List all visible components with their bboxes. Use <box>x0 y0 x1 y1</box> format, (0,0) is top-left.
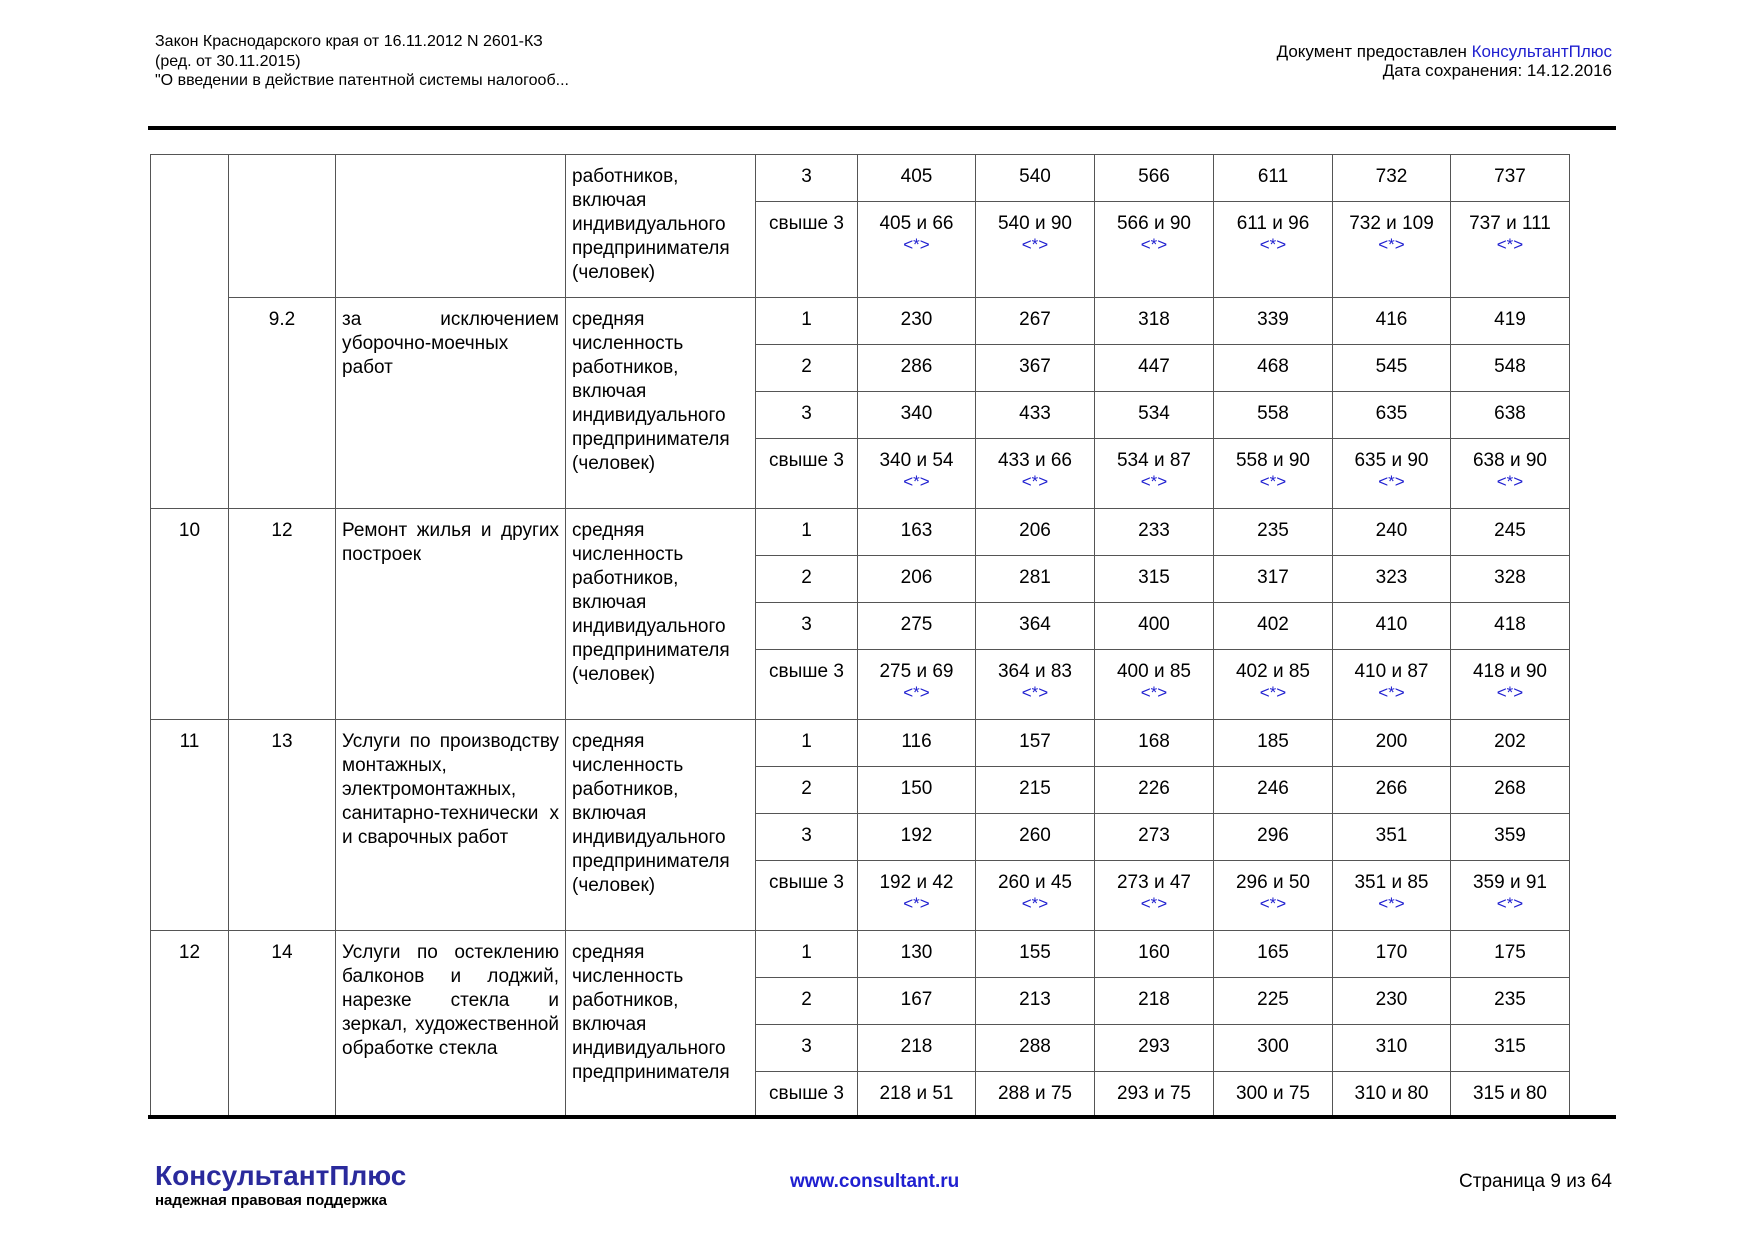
tax-value-cell <box>1095 1025 1214 1072</box>
footnote-link[interactable]: <*> <box>1259 894 1287 913</box>
row-number-cell <box>151 155 229 509</box>
tax-value-cell <box>976 392 1095 439</box>
workers-count-cell: свыше 3 <box>756 861 858 931</box>
tax-value: 273 <box>1138 825 1170 846</box>
site-link[interactable]: www.consultant.ru <box>790 1171 960 1192</box>
tax-value: 351 и 85 <box>1354 872 1429 893</box>
tax-value-cell <box>1214 392 1333 439</box>
workers-count-cell: свыше 3 <box>756 439 858 509</box>
tax-value-cell <box>1095 720 1214 767</box>
tax-value-cell <box>976 298 1095 345</box>
activity-code-cell: 9.2 <box>229 298 336 509</box>
workers-count-cell: 3 <box>756 392 858 439</box>
footnote-link[interactable]: <*> <box>903 472 930 491</box>
tax-value: 340 и 54 <box>879 450 954 471</box>
footnote-link[interactable]: <*> <box>1378 894 1405 913</box>
tax-value-cell <box>976 556 1095 603</box>
tax-value-cell <box>1095 861 1214 931</box>
tax-value: 273 и 47 <box>1116 872 1191 893</box>
tax-value-cell <box>1214 861 1333 931</box>
tax-value-cell <box>1214 155 1333 202</box>
tax-value: 732 и 109 <box>1349 213 1434 234</box>
tax-value-cell <box>976 814 1095 861</box>
tax-value: 447 <box>1138 356 1170 377</box>
tax-value: 157 <box>1019 731 1051 752</box>
tax-value-cell <box>1451 1025 1570 1072</box>
tax-value: 150 <box>900 778 933 799</box>
workers-count-cell: 1 <box>756 298 858 345</box>
tax-value: 226 <box>1138 778 1170 799</box>
tax-value-cell <box>1214 1025 1333 1072</box>
tax-value: 206 <box>1019 520 1051 541</box>
tax-value: 558 <box>1257 403 1289 424</box>
table-row <box>151 298 1570 345</box>
tax-value: 300 <box>1257 1036 1289 1057</box>
tax-value: 218 <box>900 1036 933 1057</box>
tax-value-cell <box>1214 439 1333 509</box>
workers-count-cell: 2 <box>756 978 858 1025</box>
footnote-link[interactable]: <*> <box>1496 894 1524 913</box>
tax-value-cell <box>1214 1072 1333 1119</box>
tax-value: 260 <box>1019 825 1051 846</box>
tax-value-cell <box>1214 509 1333 556</box>
workers-count-cell: свыше 3 <box>756 202 858 298</box>
header-divider <box>148 126 1616 130</box>
tax-value-cell <box>858 720 976 767</box>
save-date: Дата сохранения: 14.12.2016 <box>1382 61 1612 80</box>
tax-value: 175 <box>1494 942 1526 963</box>
tax-value-cell <box>1095 202 1214 298</box>
indicator-cell: работников, включая индивидуального предпринимателя (человек) <box>566 155 756 298</box>
tax-value-cell <box>1095 978 1214 1025</box>
workers-count-cell: свыше 3 <box>756 1072 858 1119</box>
workers-count-cell: свыше 3 <box>756 650 858 720</box>
tax-value-cell <box>976 509 1095 556</box>
tax-value-cell <box>1451 439 1570 509</box>
tax-value-cell <box>1333 814 1451 861</box>
tax-value-cell <box>1451 814 1570 861</box>
tax-value-cell <box>1333 392 1451 439</box>
tax-value: 367 <box>1019 356 1051 377</box>
tax-value: 267 <box>1019 309 1051 330</box>
tax-value-cell <box>858 650 976 720</box>
patent-tax-table <box>150 154 1570 1119</box>
tax-value: 558 и 90 <box>1235 450 1310 471</box>
tax-value-cell <box>1451 202 1570 298</box>
tax-value: 339 <box>1257 309 1289 330</box>
footnote-link[interactable]: <*> <box>1140 894 1168 913</box>
tax-value: 359 и 91 <box>1472 872 1547 893</box>
tax-value-cell <box>1095 650 1214 720</box>
tax-value-cell <box>976 720 1095 767</box>
tax-value: 359 <box>1494 825 1526 846</box>
footnote-link[interactable]: <*> <box>903 235 930 254</box>
tax-value-cell <box>976 439 1095 509</box>
tax-value-cell <box>976 345 1095 392</box>
tax-value-cell <box>1451 767 1570 814</box>
tax-value: 340 <box>900 403 933 424</box>
tax-value-cell <box>1095 345 1214 392</box>
tax-value: 310 <box>1375 1036 1408 1057</box>
tax-value-cell <box>976 767 1095 814</box>
footnote-link[interactable]: <*> <box>1140 683 1168 702</box>
tax-value: 293 <box>1138 1036 1170 1057</box>
activity-name-cell <box>336 155 566 298</box>
tax-value: 165 <box>1257 942 1289 963</box>
tax-value: 185 <box>1257 731 1289 752</box>
tax-value-cell <box>858 978 976 1025</box>
tax-value-cell <box>1451 861 1570 931</box>
footnote-link[interactable]: <*> <box>1496 235 1524 254</box>
tax-value: 635 и 90 <box>1354 450 1429 471</box>
logo-tagline: надежная правовая поддержка <box>155 1192 387 1209</box>
footnote-link[interactable]: <*> <box>1021 472 1049 491</box>
table-row <box>151 720 1570 767</box>
tax-value-cell <box>976 202 1095 298</box>
tax-value: 638 и 90 <box>1472 450 1547 471</box>
tax-value: 260 и 45 <box>997 872 1072 893</box>
tax-value: 405 и 66 <box>879 213 954 234</box>
indicator-cell: средняя численность работников, включая индивидуального предпринимателя (человек) <box>566 720 756 931</box>
footnote-link[interactable]: <*> <box>1021 235 1049 254</box>
footnote-link[interactable]: <*> <box>1496 683 1524 702</box>
doc-title-line: (ред. от 30.11.2015) <box>155 52 301 70</box>
tax-value-cell <box>858 556 976 603</box>
tax-value-cell <box>858 814 976 861</box>
tax-value-cell <box>1095 767 1214 814</box>
footnote-link[interactable]: <*> <box>1140 472 1168 491</box>
tax-value: 288 и 75 <box>997 1083 1072 1104</box>
tax-value-cell <box>1451 345 1570 392</box>
tax-value: 192 <box>900 825 933 846</box>
workers-count-cell: 3 <box>756 603 858 650</box>
tax-value: 192 и 42 <box>879 872 954 893</box>
workers-count-cell: 1 <box>756 720 858 767</box>
row-number-cell: 12 <box>151 931 229 1119</box>
footnote-link[interactable]: <*> <box>1259 472 1287 491</box>
footnote-link[interactable]: <*> <box>1259 683 1287 702</box>
table-row <box>151 509 1570 556</box>
tax-value-cell <box>1095 603 1214 650</box>
tax-value-cell <box>1333 439 1451 509</box>
tax-value: 611 <box>1257 166 1289 187</box>
tax-value: 468 <box>1257 356 1289 377</box>
tax-value: 233 <box>1138 520 1170 541</box>
tax-value: 281 <box>1019 567 1051 588</box>
footnote-link[interactable]: <*> <box>903 683 930 702</box>
tax-value-cell <box>1333 720 1451 767</box>
tax-value-cell <box>1095 155 1214 202</box>
activity-name-cell: Ремонт жилья и других построек <box>336 509 566 720</box>
tax-value: 170 <box>1375 942 1408 963</box>
tax-value: 235 <box>1494 989 1526 1010</box>
tax-value: 266 <box>1375 778 1408 799</box>
tax-value: 548 <box>1494 356 1526 377</box>
tax-value-cell <box>976 155 1095 202</box>
tax-value: 218 и 51 <box>879 1083 954 1104</box>
tax-value: 318 <box>1138 309 1170 330</box>
tax-value-cell <box>1333 1025 1451 1072</box>
tax-value-cell <box>1451 155 1570 202</box>
logo-name: КонсультантПлюс <box>155 1160 407 1191</box>
tax-value-cell <box>1333 509 1451 556</box>
tax-value-cell <box>1214 556 1333 603</box>
tax-value-cell <box>1451 298 1570 345</box>
tax-value-cell <box>976 861 1095 931</box>
tax-value: 540 и 90 <box>997 213 1072 234</box>
indicator-cell: средняя численность работников, включая индивидуального предпринимателя (человек) <box>566 509 756 720</box>
tax-value: 410 и 87 <box>1354 661 1429 682</box>
tax-value: 215 <box>1019 778 1051 799</box>
tax-value: 225 <box>1257 989 1289 1010</box>
tax-value-cell <box>1214 931 1333 978</box>
tax-value-cell <box>858 931 976 978</box>
tax-value: 240 <box>1375 520 1408 541</box>
footnote-link[interactable]: <*> <box>1496 472 1524 491</box>
tax-value: 566 <box>1138 166 1170 187</box>
tax-value: 635 <box>1375 403 1408 424</box>
tax-value-cell <box>976 603 1095 650</box>
tax-value: 418 и 90 <box>1472 661 1547 682</box>
tax-value: 116 <box>901 731 932 752</box>
page-number: Страница 9 из 64 <box>1459 1171 1612 1192</box>
tax-value-cell <box>1451 1072 1570 1119</box>
tax-value-cell <box>858 392 976 439</box>
tax-value: 566 и 90 <box>1116 213 1191 234</box>
tax-value: 416 <box>1375 309 1408 330</box>
tax-value-cell <box>858 1072 976 1119</box>
tax-value: 400 и 85 <box>1116 661 1191 682</box>
tax-value-cell <box>1333 767 1451 814</box>
provided-label: Документ предоставлен <box>1276 42 1472 61</box>
activity-code-cell <box>229 155 336 298</box>
tax-value-cell <box>1095 931 1214 978</box>
footnote-link[interactable]: <*> <box>1021 894 1049 913</box>
tax-value-cell <box>1333 931 1451 978</box>
row-number-cell: 10 <box>151 509 229 720</box>
tax-value-cell <box>1451 650 1570 720</box>
tax-value-cell <box>1214 603 1333 650</box>
tax-value: 213 <box>1019 989 1051 1010</box>
activity-name-cell: Услуги по остеклению балконов и лоджий, нарезке стекла и зеркал, художественной обработке стекла <box>336 931 566 1119</box>
tax-value: 418 <box>1494 614 1526 635</box>
tax-value-cell <box>1095 814 1214 861</box>
tax-value-cell <box>1095 439 1214 509</box>
activity-name-cell: Услуги по производству монтажных, электромонтажных, санитарно-технически х и сварочных работ <box>336 720 566 931</box>
tax-value: 293 и 75 <box>1116 1083 1191 1104</box>
tax-value-cell <box>1333 861 1451 931</box>
tax-value-cell <box>976 650 1095 720</box>
tax-value: 405 <box>900 166 933 187</box>
tax-value-cell <box>1333 978 1451 1025</box>
tax-value-cell <box>858 861 976 931</box>
tax-value-cell <box>976 931 1095 978</box>
tax-value-cell <box>1214 767 1333 814</box>
tax-value: 310 и 80 <box>1354 1083 1429 1104</box>
tax-value-cell <box>1451 978 1570 1025</box>
tax-value-cell <box>1451 556 1570 603</box>
tax-value: 364 <box>1019 614 1051 635</box>
tax-value: 534 <box>1138 403 1170 424</box>
tax-value-cell <box>1333 556 1451 603</box>
tax-value: 300 и 75 <box>1235 1083 1310 1104</box>
tax-value: 611 и 96 <box>1236 213 1310 234</box>
tax-value: 402 и 85 <box>1235 661 1310 682</box>
indicator-cell: средняя численность работников, включая индивидуального предпринимателя (человек) <box>566 298 756 509</box>
consultant-logo <box>155 1160 406 1210</box>
tax-value: 317 <box>1257 567 1289 588</box>
tax-value: 167 <box>900 989 933 1010</box>
tax-value-cell <box>976 1025 1095 1072</box>
tax-value-cell <box>1214 345 1333 392</box>
tax-value-cell <box>858 202 976 298</box>
tax-value-cell <box>976 1072 1095 1119</box>
tax-value: 315 и 80 <box>1472 1083 1547 1104</box>
activity-code-cell: 12 <box>229 509 336 720</box>
tax-value: 328 <box>1494 567 1526 588</box>
tax-value: 351 <box>1375 825 1408 846</box>
document-title <box>155 32 569 91</box>
tax-value: 410 <box>1375 614 1408 635</box>
tax-value-cell <box>1333 298 1451 345</box>
tax-value-cell <box>858 603 976 650</box>
tax-value: 540 <box>1019 166 1051 187</box>
tax-value: 433 и 66 <box>997 450 1072 471</box>
activity-name-cell: за исключением уборочно-моечных работ <box>336 298 566 509</box>
tax-value: 202 <box>1494 731 1526 752</box>
tax-value-cell <box>1214 202 1333 298</box>
tax-value: 737 <box>1494 166 1526 187</box>
tax-value: 155 <box>1019 942 1051 963</box>
tax-value-cell <box>1333 202 1451 298</box>
tax-value: 160 <box>1138 942 1170 963</box>
workers-count-cell: 2 <box>756 556 858 603</box>
footnote-link[interactable]: <*> <box>1378 472 1405 491</box>
activity-code-cell: 14 <box>229 931 336 1119</box>
tax-value-cell <box>1095 392 1214 439</box>
workers-count-cell: 2 <box>756 767 858 814</box>
tax-value: 286 <box>900 356 933 377</box>
tax-value: 275 <box>900 614 933 635</box>
tax-value: 545 <box>1375 356 1408 377</box>
provider-info <box>1277 42 1612 80</box>
tax-value-cell <box>858 767 976 814</box>
tax-value: 130 <box>900 942 933 963</box>
tax-value: 163 <box>900 520 933 541</box>
footnote-link[interactable]: <*> <box>1378 683 1405 702</box>
workers-count-cell: 2 <box>756 345 858 392</box>
workers-count-cell: 1 <box>756 931 858 978</box>
tax-value-cell <box>1333 603 1451 650</box>
table-row <box>151 931 1570 978</box>
tax-value: 296 <box>1257 825 1289 846</box>
activity-code-cell: 13 <box>229 720 336 931</box>
tax-value-cell <box>1451 392 1570 439</box>
tax-value-cell <box>1214 298 1333 345</box>
table-row <box>151 155 1570 202</box>
tax-value: 400 <box>1138 614 1170 635</box>
tax-value-cell <box>1095 1072 1214 1119</box>
footnote-link[interactable]: <*> <box>1259 235 1287 254</box>
tax-value-cell <box>1333 345 1451 392</box>
footnote-link[interactable]: <*> <box>1021 683 1049 702</box>
tax-value-cell <box>1333 650 1451 720</box>
tax-value-cell <box>1214 814 1333 861</box>
tax-value: 419 <box>1494 309 1526 330</box>
tax-value: 275 и 69 <box>879 661 954 682</box>
tax-value-cell <box>1095 509 1214 556</box>
tax-value-cell <box>858 509 976 556</box>
tax-value: 315 <box>1138 567 1170 588</box>
tax-value-cell <box>1095 298 1214 345</box>
tax-value: 235 <box>1257 520 1289 541</box>
tax-value-cell <box>976 978 1095 1025</box>
tax-value-cell <box>1333 155 1451 202</box>
tax-value-cell <box>858 1025 976 1072</box>
tax-value-cell <box>1095 556 1214 603</box>
footnote-link[interactable]: <*> <box>903 894 930 913</box>
tax-value: 246 <box>1257 778 1289 799</box>
tax-value-cell <box>1451 720 1570 767</box>
tax-value: 323 <box>1375 567 1408 588</box>
provider-link[interactable]: КонсультантПлюс <box>1471 42 1612 61</box>
doc-title-line: Закон Краснодарского края от 16.11.2012 N 2601-КЗ <box>155 33 543 50</box>
tax-value-cell <box>858 439 976 509</box>
doc-title-line: "О введении в действие патентной системы налогооб... <box>155 72 569 89</box>
tax-value: 218 <box>1138 989 1170 1010</box>
workers-count-cell: 1 <box>756 509 858 556</box>
tax-value-cell <box>1214 720 1333 767</box>
tax-value: 315 <box>1494 1036 1526 1057</box>
tax-value-cell <box>858 155 976 202</box>
tax-value: 268 <box>1494 778 1526 799</box>
tax-value: 296 и 50 <box>1235 872 1310 893</box>
tax-value: 638 <box>1494 403 1526 424</box>
tax-value: 230 <box>900 309 933 330</box>
tax-value: 200 <box>1375 731 1408 752</box>
tax-value-cell <box>858 345 976 392</box>
tax-value: 206 <box>900 567 933 588</box>
tax-value: 732 <box>1375 166 1408 187</box>
footnote-link[interactable]: <*> <box>1378 235 1405 254</box>
row-number-cell: 11 <box>151 720 229 931</box>
tax-value: 230 <box>1375 989 1408 1010</box>
workers-count-cell: 3 <box>756 155 858 202</box>
tax-value-cell <box>1451 509 1570 556</box>
tax-value-cell <box>858 298 976 345</box>
tax-value-cell <box>1451 603 1570 650</box>
footnote-link[interactable]: <*> <box>1140 235 1168 254</box>
footer-divider <box>148 1115 1616 1119</box>
tax-value-cell <box>1214 650 1333 720</box>
indicator-cell: средняя численность работников, включая индивидуального предпринимателя <box>566 931 756 1119</box>
tax-value: 402 <box>1257 614 1289 635</box>
tax-value-cell <box>1333 1072 1451 1119</box>
tax-value: 288 <box>1019 1036 1051 1057</box>
tax-value-cell <box>1214 978 1333 1025</box>
workers-count-cell: 3 <box>756 1025 858 1072</box>
tax-value: 534 и 87 <box>1116 450 1191 471</box>
tax-value-cell <box>1451 931 1570 978</box>
tax-value: 364 и 83 <box>997 661 1072 682</box>
tax-value: 433 <box>1019 403 1051 424</box>
workers-count-cell: 3 <box>756 814 858 861</box>
tax-value: 245 <box>1494 520 1526 541</box>
tax-value: 737 и 111 <box>1469 213 1551 234</box>
tax-value: 168 <box>1138 731 1170 752</box>
